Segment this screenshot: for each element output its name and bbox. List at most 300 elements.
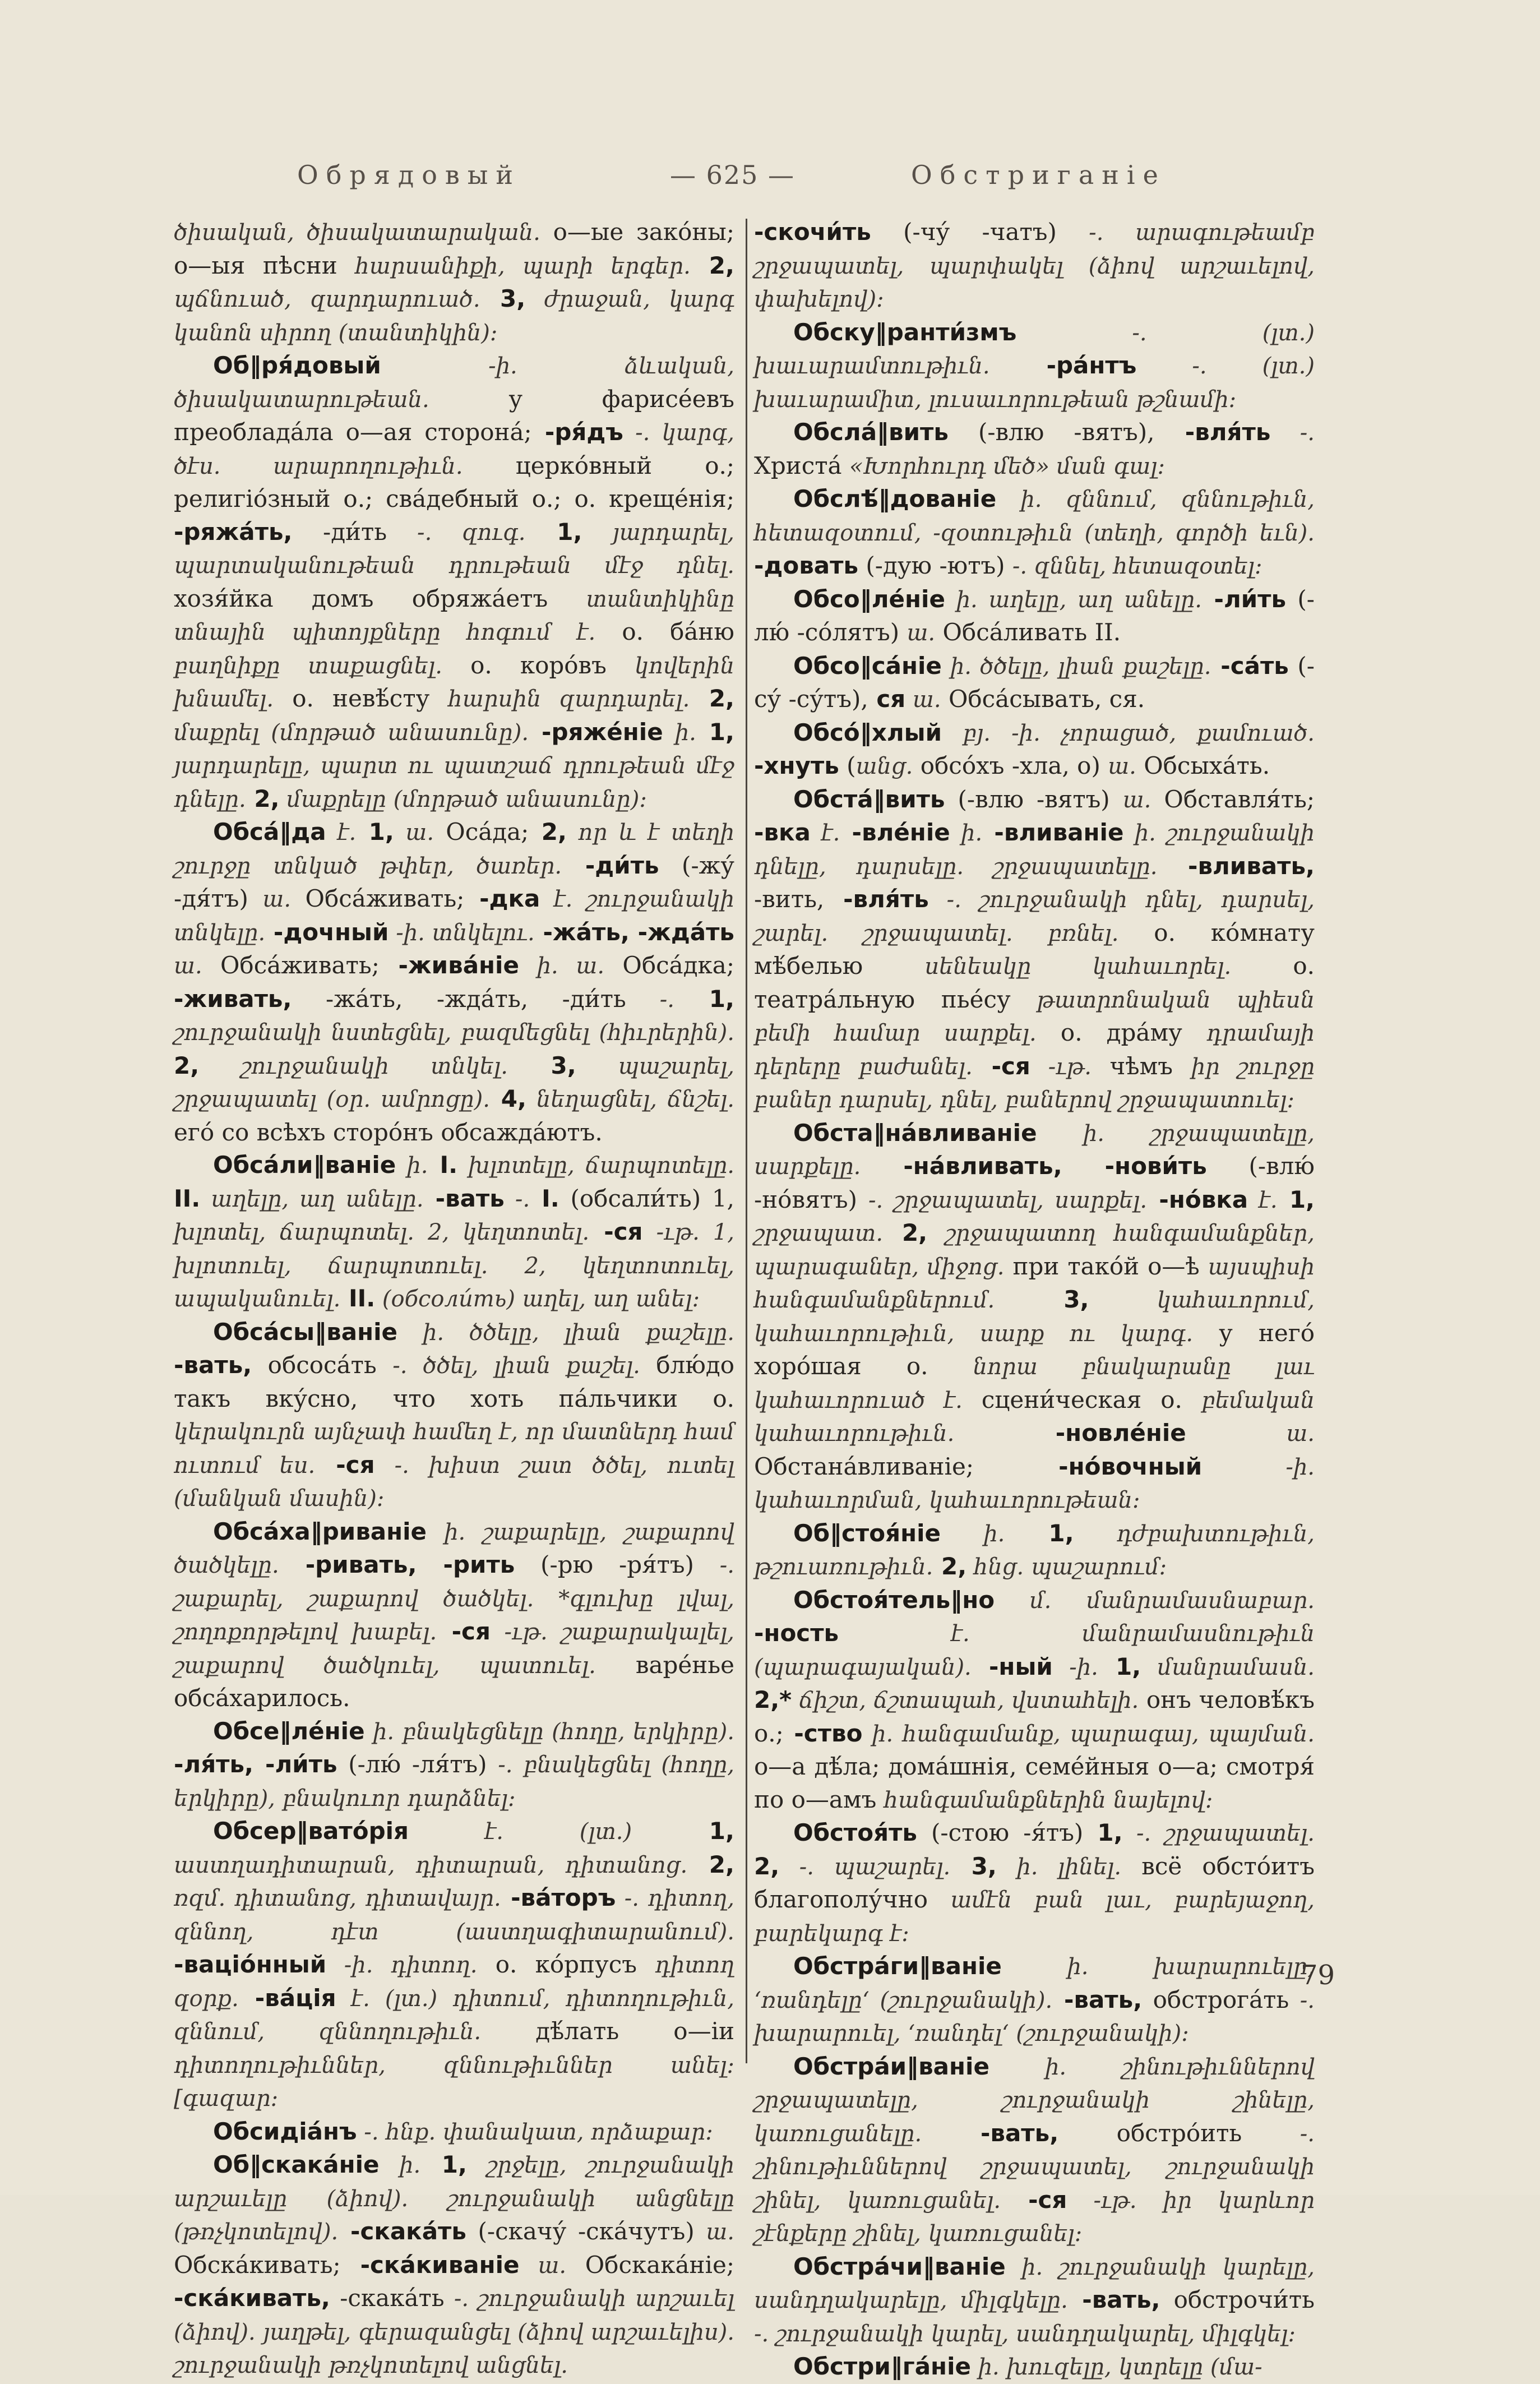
headword: Обса́‖да (213, 818, 326, 846)
russian-text: Обска́кивать; (174, 2251, 341, 2279)
armenian-definition: ‑. հնք. փանակատ, որձաքար: (357, 2119, 713, 2145)
russian-text: (обсали́ть) 1, (559, 1184, 734, 1212)
russian-text: -скака́ть (330, 2284, 454, 2312)
armenian-definition: հարսին զարդարել. (448, 686, 690, 712)
armenian-definition: է. մանրամասնութիւն (պարագայական). (754, 1621, 1315, 1680)
headword: Обсла́‖вить (793, 418, 949, 446)
armenian-definition: ի. զննում, զննութիւն, հետազօտում, ‑զօտութիւն (տեղի, գործի եւն). (754, 487, 1315, 546)
russian-text: Обса́живать; (202, 951, 380, 979)
dictionary-entry (754, 717, 1315, 783)
armenian-definition: ա. (394, 820, 434, 846)
armenian-definition: բաղնիքը տաքացնել. (174, 653, 442, 679)
armenian-definition: ‑ի. կահաւորման, կահաւորութեան: (754, 1454, 1315, 1513)
armenian-definition: այսպիսի հանգամանքներում. (754, 1254, 1315, 1313)
dictionary-entry (754, 1950, 1315, 2050)
armenian-definition: հանգամանքներին նայելով: (884, 1787, 1213, 1813)
headword: ‑ря́дъ (531, 418, 623, 446)
headword: Обслѣ́‖дованіе (793, 485, 997, 512)
headword: ‑ва́торъ (501, 1884, 616, 1911)
russian-text: сцени́ческая о. (962, 1385, 1201, 1413)
russian-text: при тако́й о—ѣ (1004, 1252, 1208, 1280)
armenian-definition: ‑ւթ. շաքարակալել, շաքարով ծածկուել, պատուել. (174, 1619, 734, 1679)
russian-text: о—ые зако́ны; о—ыя пѣсни (174, 218, 734, 279)
armenian-definition: ‑. խիստ շատ ծծել, ուտել (մանկան մասին): (174, 1452, 735, 1512)
armenian-definition: ‑ի. ձևական, ծիսակատարութեան. (174, 353, 734, 413)
headword: Обсо‖са́ніе (793, 652, 942, 680)
headword: 1, (1098, 1652, 1141, 1680)
armenian-definition: յարդարել, պարտականութեան դրութեան մէջ դնել. (174, 519, 734, 579)
headword: ‑ска́киваніе (340, 2251, 520, 2279)
russian-text: (-стою -я́тъ) (917, 1819, 1098, 1846)
russian-text: Обса́дка; (604, 951, 735, 979)
headword: 3, (950, 1852, 997, 1880)
headword: 1, (420, 2151, 467, 2178)
armenian-definition: դրամայի դերերը բաժանել. (754, 1020, 1315, 1080)
armenian-definition: ի. շինութիւններով շրջապատելը, շուրջանակի շինելը, կառուցանելը. (754, 2054, 1315, 2147)
armenian-definition: անց. (855, 754, 913, 779)
armenian-definition: ‑. շուրջանակի արշաւել (ձիով). յաղթել, գերազանցել (ձիով արշաւելիս). շուրջանակի թռչկոտելով անցնել. (174, 2286, 734, 2378)
dictionary-entry (174, 1516, 734, 1715)
signature-number: 79 (1301, 1960, 1335, 1991)
headword: Обсо́‖хлый (793, 718, 942, 746)
headword: 1, (1005, 1519, 1074, 1547)
russian-text: (-жу́ -дя́тъ) (174, 851, 734, 912)
dictionary-entry (174, 816, 734, 1149)
headword: ‑вать, (1067, 2286, 1160, 2313)
russian-text: о. невѣ́сту (274, 685, 448, 712)
armenian-definition: ա. (519, 2252, 567, 2279)
left-column (174, 216, 735, 2378)
armenian-definition: «Խորհուրդ մեծ» ման գալ: (849, 453, 1165, 479)
headword: ‑ди́ть (562, 851, 659, 879)
dictionary-entry (174, 1815, 734, 2115)
armenian-definition: ‑. (1270, 420, 1315, 446)
russian-text: (-су́ -су́тъ), (754, 652, 1315, 713)
armenian-definition: ‑. արագութեամբ շրջապատել, պարփակել (ձիով արշաւելով, փախելով): (754, 220, 1315, 312)
armenian-definition: ի. խուզելը, կտրելը (մա‑ (970, 2354, 1262, 2380)
armenian-definition: ի. (663, 719, 696, 746)
russian-text: чѣмъ (1092, 1052, 1191, 1080)
dictionary-entry (754, 1517, 1315, 1584)
armenian-definition: ‑. բնակեցնել (հողը, երկիրը), բնակուոր դարձնել: (174, 1752, 734, 1812)
headword: I. (428, 1151, 458, 1179)
headword: ‑но́вка (1147, 1185, 1248, 1213)
armenian-definition: աստղադիտարան, դիտարան, դիտանոց. (174, 1852, 688, 1878)
russian-text: Христа́ (754, 451, 849, 479)
headword: ‑ный (971, 1652, 1053, 1680)
armenian-definition: դժբախտութիւն, թշուառութիւն. (754, 1521, 1315, 1580)
dictionary-entry (754, 1584, 1315, 1817)
armenian-definition: ‑. (լտ.) խաւարամտութիւն. (754, 320, 1315, 379)
headword: ‑ряже́ніе (529, 718, 663, 746)
russian-text: обстрога́ть (1142, 1985, 1300, 2013)
headword: ‑вать, (174, 1351, 252, 1379)
headword: ‑вливаніе (982, 819, 1124, 846)
dictionary-entry (174, 2115, 734, 2149)
armenian-definition: ի. (379, 2152, 421, 2178)
armenian-definition: ի. լինել. (996, 1854, 1122, 1880)
headword: ‑скака́ть (338, 2217, 466, 2245)
armenian-definition: ‑. շինութիւններով շրջապատել, շուրջանակի շինել, կառուցանել. (754, 2120, 1315, 2214)
armenian-definition: ‑ւթ. (1030, 1054, 1092, 1080)
armenian-definition: է. (1248, 1187, 1278, 1213)
headword: 3, (507, 1051, 576, 1079)
headword: 2, (883, 1219, 928, 1246)
headword: ‑жа́ть, ‑жда́ть (534, 918, 734, 946)
armenian-definition: հարսանիքի, պարի երգեր. (355, 253, 691, 279)
headword: ‑ваціо́нный (174, 1951, 327, 1978)
headword: II. (340, 1285, 376, 1312)
header-right-catchword: Обстриганіе (911, 160, 1166, 190)
dictionary-entry (174, 1715, 734, 1815)
russian-text: о. театра́льную пье́су (754, 952, 1315, 1013)
armenian-definition: ‑. շուրջանակի դնել, դարսել, շարել. շրջապատել. բռնել. (754, 887, 1315, 946)
armenian-definition: շուրջանակի նստեցնել, բազմեցնել (հիւրերին). (174, 1020, 734, 1046)
headword: Обсе‖ле́ніе (213, 1717, 365, 1745)
russian-text: (-скачу́ -ска́чутъ) (466, 2217, 706, 2245)
armenian-definition: ի. շուրջանակի դնելը, դարսելը. շրջապատելը. (754, 820, 1315, 880)
headword: Обстра́ги‖ваніе (793, 1952, 1002, 1980)
russian-text: (-чу́ -чатъ) (871, 218, 1089, 246)
armenian-definition: նորա բնակարանը լաւ կահաւորուած է. (754, 1354, 1315, 1413)
armenian-definition: ա. (907, 620, 936, 646)
headword: ‑ство (783, 1719, 863, 1747)
armenian-definition: ‑. շաքարել, շաքարով ծածկել. *գլուխը լվալ, շողոքորթելով խաբել. (174, 1553, 734, 1645)
russian-text: обстрочи́ть (1160, 2286, 1315, 2313)
headword: ‑ривать, ‑рить (279, 1551, 515, 1578)
russian-text: -вить, (754, 885, 825, 913)
headword: 2, (246, 784, 280, 812)
armenian-definition: ‑. շրջապատել, սարքել. (868, 1187, 1148, 1213)
armenian-definition: է. (լտ.) (409, 1819, 632, 1845)
armenian-definition: նեղացնել, ճնշել. (526, 1087, 734, 1112)
russian-text: о. ко́рпусъ (477, 1951, 655, 1978)
headword: I. (530, 1184, 559, 1212)
armenian-definition: խլոտել, ճարպոտել. 2, կեղտոտել. (174, 1219, 590, 1245)
russian-text: Обскака́ніе; (566, 2251, 734, 2279)
dictionary-entry (174, 216, 734, 349)
headword: 2, (690, 685, 734, 712)
armenian-definition: է. (326, 820, 357, 846)
armenian-definition: շրջելը, շուրջանակի արշաւելը (ձիով). շուրջանակի անցնելը (թռչկոտելով). (174, 2152, 734, 2245)
russian-text: (-лю́ -ля́тъ) (337, 1750, 498, 1778)
headword: ‑вля́ть (824, 885, 929, 913)
dictionary-entry (754, 2350, 1315, 2384)
headword: ‑ра́нтъ (989, 352, 1137, 379)
armenian-definition: ‑. պաշարել. (779, 1854, 951, 1880)
headword: Обсо‖ле́ніе (793, 585, 945, 613)
armenian-definition: ա. (905, 687, 941, 713)
headword: ‑дочный (265, 918, 389, 946)
dictionary-entry (754, 316, 1315, 417)
armenian-definition: ա. (706, 2219, 735, 2245)
armenian-definition: ‑ի. տնկելու. (389, 920, 535, 946)
armenian-definition: ա. (1186, 1421, 1315, 1447)
armenian-definition: ‑. (626, 986, 674, 1013)
armenian-definition: ա. (262, 886, 292, 912)
headword: Обсидіа́нъ (213, 2117, 357, 2145)
headword: Обса́ха‖риваніе (213, 1517, 427, 1545)
armenian-definition: մանրամասն. (1141, 1654, 1315, 1680)
dictionary-entry (754, 2050, 1315, 2251)
headword: Об‖ря́довый (213, 352, 381, 379)
armenian-definition: ‑. զուգ. (387, 519, 526, 546)
headword: ‑ва́ція (238, 1984, 336, 2012)
header-left-catchword: Обрядовый (297, 160, 521, 190)
armenian-definition: ի. շրջապատելը, սարքելը. (754, 1120, 1315, 1180)
dictionary-entry (754, 416, 1315, 483)
armenian-definition: է. շուրջանակի տնկելը. (174, 886, 734, 946)
russian-text: церко́вный о.; религіо́зный о.; сва́дебный о.; о. креще́нія; (174, 451, 735, 512)
dictionary-entry (754, 583, 1315, 650)
headword: ‑вливать, (1157, 852, 1315, 880)
russian-text: Обса́живать; (291, 885, 465, 912)
dictionary-entry (754, 216, 1315, 316)
russian-text: варе́нье обса́харилось. (174, 1651, 734, 1712)
headword: ‑довать (754, 552, 859, 579)
russian-text: о—а дѣ́ла; дома́шнія, семе́йныя о—а; смотря́ по о—амъ (754, 1753, 1315, 1813)
armenian-definition: ա. (1108, 754, 1136, 779)
armenian-definition: ի. (941, 1521, 1005, 1547)
russian-text: Оса́да; (434, 818, 529, 846)
russian-text: (-рю -ря́тъ) (515, 1551, 720, 1578)
armenian-definition: աղելը, աղ անելը. (200, 1186, 424, 1212)
russian-text: (-лю́ -со́лятъ) (754, 585, 1315, 646)
dictionary-entry (174, 349, 734, 816)
armenian-definition: ի. շուրջանակի կարելը, սանդղակարելը, միլգկելը. (754, 2254, 1315, 2313)
headword: ‑ска́кивать, (174, 2284, 330, 2312)
armenian-definition: տանտիկինը տնային պիտոյքները հոգում է. (174, 586, 734, 645)
russian-text: о. дра́му (1036, 1019, 1206, 1046)
headword: Обску‖ранти́змъ (793, 318, 1017, 346)
headword: 1, (525, 518, 582, 546)
russian-text: его́ со всѣхъ сторо́нъ обсажда́ютъ. (174, 1118, 603, 1146)
armenian-definition: ծիսական, ծիսակատարական. (174, 220, 540, 246)
armenian-definition: ի. ծծելը, լիան քաշելը. (397, 1319, 734, 1346)
armenian-definition: պճնուած, զարդարուած. (174, 287, 480, 312)
russian-text: -ди́ть (292, 518, 387, 546)
dictionary-entry (754, 783, 1315, 1117)
armenian-definition: հնց. պաշարում: (966, 1554, 1167, 1580)
russian-text: о. ба́ню (595, 618, 734, 645)
armenian-definition: ‑. (504, 1186, 530, 1212)
headword: 4, (489, 1085, 526, 1112)
headword: 1, (356, 818, 394, 846)
armenian-definition: ‑. շրջապատել. (1122, 1821, 1315, 1846)
headword: 2, (754, 1852, 780, 1880)
armenian-definition: ‑. խարարուել, ‘ռանդել‘ (շուրջանակի): (754, 1987, 1315, 2046)
russian-text: Обса́сывать, ся. (941, 685, 1145, 713)
armenian-definition: ա. (174, 953, 202, 979)
russian-text: (-дую -ютъ) (858, 552, 1012, 579)
headword: ‑но́вочный (974, 1452, 1203, 1480)
headword: Обса́ли‖ваніе (213, 1151, 396, 1179)
headword: ‑вле́ніе (840, 819, 950, 846)
headword: ‑ся (589, 1218, 643, 1245)
armenian-definition: ‑ւթ. իր կարևոր շէնքերը շինել, կառուցանել: (754, 2187, 1315, 2247)
russian-text: обстро́ить (1058, 2119, 1300, 2147)
headword: ‑ся (315, 1450, 375, 1479)
armenian-definition: է. (810, 820, 840, 846)
headword: Обстоя́тель‖но (793, 1586, 995, 1614)
dictionary-entry (754, 1817, 1315, 1950)
headword: 3, (995, 1286, 1089, 1313)
russian-text: (-влю́ -но́вятъ) (754, 1152, 1315, 1213)
running-header (0, 160, 1540, 199)
armenian-definition: բյ. ‑ի. չորացած, քամուած. (942, 720, 1315, 746)
armenian-definition: շուրջանակի տնկել. (199, 1053, 508, 1079)
armenian-definition: կերակուրն այնչափ համեղ է, որ մատներդ համ ուտում ես. (174, 1419, 734, 1479)
headword: ‑ность (754, 1619, 839, 1647)
armenian-definition: ‑ի. դիտող. (326, 1952, 478, 1978)
russian-text: о. коро́въ (442, 651, 635, 679)
headword: ‑ся (437, 1618, 491, 1645)
headword: Обстра́и‖ваніе (793, 2052, 989, 2080)
headword: ‑на́вливать, ‑нови́ть (861, 1152, 1207, 1180)
russian-text: обсоса́ть (252, 1351, 393, 1379)
russian-text: (-влю -вятъ), (948, 418, 1155, 446)
headword: ‑вать, (1052, 1985, 1143, 2013)
armenian-definition: ‑. զննել, հետազօտել: (1012, 553, 1262, 579)
headword: Об‖стоя́ніе (793, 1519, 941, 1547)
headword: ‑ряжа́ть, (174, 518, 293, 546)
armenian-definition: կովերին խնամել. (174, 653, 735, 712)
headword: Обстоя́ть (793, 1819, 917, 1846)
headword: ‑новле́ніе (954, 1419, 1186, 1447)
headword: Обстри‖га́ніе (793, 2353, 971, 2380)
headword: ‑вать (423, 1184, 505, 1212)
armenian-definition: ամէն բան լաւ, բարեյաջող, բարեկարգ է: (754, 1887, 1315, 1947)
russian-text: обсо́хъ -хла, о) (913, 752, 1108, 779)
headword: II. (174, 1184, 201, 1212)
armenian-definition: պաշարել, շրջապատել (օր. ամրոցը). (174, 1053, 734, 1112)
headword: 1, (632, 1817, 734, 1845)
armenian-definition: ի. շաքարելը, շաքարով ծածկելը. (174, 1519, 734, 1578)
armenian-definition: մ. մանրամասնաբար. (995, 1587, 1315, 1614)
headword: Об‖скака́ніе (213, 2151, 380, 2178)
headword: ‑ля́ть, ‑ли́ть (174, 1750, 337, 1778)
headword: 2, (933, 1553, 967, 1580)
armenian-definition: շրջապատ. (754, 1221, 884, 1246)
dictionary-entry (174, 1316, 734, 1516)
headword: ся (868, 685, 906, 713)
right-column (754, 216, 1315, 2380)
russian-text: у фарисе́евъ преоблада́ла о—ая сторона́; (174, 385, 734, 446)
russian-text: -жа́ть, -жда́ть, -ди́ть (292, 985, 626, 1013)
russian-text: Обсыха́ть. (1136, 752, 1270, 779)
dictionary-entry (754, 650, 1315, 717)
armenian-definition: ‑. կարգ, ծէս. արարողութիւն. (174, 420, 734, 479)
headword: 1, (696, 718, 734, 746)
russian-text: у него́ хоро́шая о. (754, 1319, 1315, 1380)
armenian-definition: շրջապատող հանգամանքներ, պարագաներ, միջոց. (754, 1221, 1315, 1280)
armenian-definition: սենեակը կահաւորել. (924, 954, 1232, 980)
headword: ‑ся (1001, 2186, 1067, 2214)
page-number: — 625 — (670, 160, 796, 190)
headword: 2,* (754, 1686, 792, 1713)
armenian-definition: ‑ի. (1052, 1654, 1098, 1680)
russian-text: Обставля́ть; (1151, 785, 1315, 813)
headword: ‑скочи́ть (754, 218, 871, 246)
headword: ‑хнуть (754, 752, 839, 779)
headword: Обстра́чи‖ваніе (793, 2252, 1006, 2280)
armenian-definition: ‑. դիտող, զննող, դէտ (աստղագիտարանում). (174, 1886, 734, 1945)
russian-text: онъ человѣ́къ о.; (754, 1686, 1315, 1747)
headword: 2, (687, 1850, 734, 1878)
armenian-definition: ա. (1122, 787, 1151, 813)
dictionary-entry (754, 483, 1315, 583)
russian-text: Обса́ливать II. (935, 618, 1121, 646)
armenian-definition: ‑. շուրջանակի կարել, սանդղակարել, միլգկել: (754, 2321, 1296, 2347)
armenian-definition: ‑. ծծել, լիան քաշել. (392, 1353, 640, 1379)
headword: ‑дка (464, 885, 540, 912)
russian-text: блю́до такъ вку́сно, что хоть па́льчики о. (174, 1351, 735, 1412)
russian-text: Обстана́вливаніе; (754, 1452, 974, 1480)
russian-text: всё обсто́итъ благополу́чно (754, 1852, 1315, 1913)
armenian-definition: յարդարելը, պարտ ու պատշաճ դրութեան մէջ դնելը. (174, 753, 734, 812)
dictionary-entry (174, 1149, 734, 1316)
column-divider (746, 219, 747, 2063)
headword: ‑вать, (922, 2119, 1059, 2147)
armenian-definition: ժրաջան, կարգ կանոն սիրող (տանտիկին): (174, 287, 734, 346)
armenian-definition: որ և է տեղի շուրջը տնկած թփեր, ծառեր. (174, 820, 735, 879)
headword: Обста‖на́вливаніе (793, 1119, 1037, 1147)
headword: Обса́сы‖ваніе (213, 1318, 397, 1346)
headword: 1, (1277, 1185, 1315, 1213)
armenian-definition: ի. խարարուելը, ‘ռանդելը‘ (շուրջանակի). (754, 1954, 1315, 2013)
dictionary-entry (754, 1117, 1315, 1517)
headword: 2, (690, 251, 734, 279)
headword: ‑вля́ть (1154, 418, 1271, 446)
armenian-definition: ի. աղելը, աղ անելը. (945, 586, 1202, 613)
armenian-definition: ‑. (լտ.) խաւարամիտ, լուսաւորութեան թշնամի: (754, 353, 1315, 413)
headword: ‑ли́ть (1201, 585, 1287, 613)
russian-text: (-влю -вятъ) (945, 785, 1123, 813)
armenian-definition: ճիշտ, ճշտապահ, վստահելի. (792, 1688, 1139, 1713)
armenian-definition: ‑ւթ. 1, խլոտուել, ճարպոտուել. 2, կեղտոտուել, ապականուել. (174, 1219, 734, 1312)
armenian-definition: կահաւորում, կահաւորութիւն, սարք ու կարգ. (754, 1287, 1315, 1347)
russian-text: ( (839, 752, 856, 779)
armenian-definition: մաքրել (մորթած անասունը). (174, 719, 529, 746)
armenian-definition: իր շուրջը բաներ դարսել, դնել, բաներով շրջապատուել: (754, 1054, 1315, 1113)
armenian-definition: ռզմ. դիտանոց, դիտավայր. (174, 1886, 501, 1911)
armenian-definition: է. (լտ.) դիտում, դիտողութիւն, զննում, զննողութիւն. (174, 1985, 734, 2045)
armenian-definition: խլոտելը, ճարպոտելը. (457, 1153, 734, 1179)
armenian-definition: դիտողութիւններ, զննութիւններ անել: [գազար: (174, 2052, 734, 2112)
headword: ‑ся (972, 1052, 1030, 1080)
armenian-definition: ի. ծծելը, լիան քաշելը. (941, 653, 1211, 680)
headword: 1, (1097, 1819, 1123, 1846)
russian-text: о. ко́мнату мѣ́белью (754, 918, 1315, 980)
armenian-definition: դիտող զօրք. (174, 1952, 734, 2012)
headword: Обста́‖вить (793, 785, 945, 813)
armenian-definition: ի. բնակեցնելը (հողը, երկիրը). (364, 1718, 734, 1745)
headword: 2, (529, 818, 567, 846)
armenian-definition: մաքրելը (մորթած անասունը): (279, 786, 647, 812)
dictionary-entry (754, 2251, 1315, 2351)
armenian-definition: բեմական կահաւորութիւն. (754, 1387, 1315, 1447)
russian-text: хозя́йка домъ обряжа́етъ (174, 584, 586, 612)
russian-text: дѣ́лать о—іи (481, 2017, 734, 2045)
armenian-definition: թատրոնական պիեսն բեմի համար սարքել. (754, 987, 1315, 1046)
armenian-definition: (обсоли́ть) աղել, աղ անել: (375, 1286, 700, 1312)
headword: ‑са́ть (1211, 652, 1289, 680)
headword: Обсер‖вато́рія (213, 1817, 409, 1845)
headword: 3, (480, 285, 526, 312)
dictionary-entry (174, 2149, 734, 2382)
armenian-definition: ի. ա. (519, 953, 605, 979)
headword: 1, (674, 985, 734, 1013)
